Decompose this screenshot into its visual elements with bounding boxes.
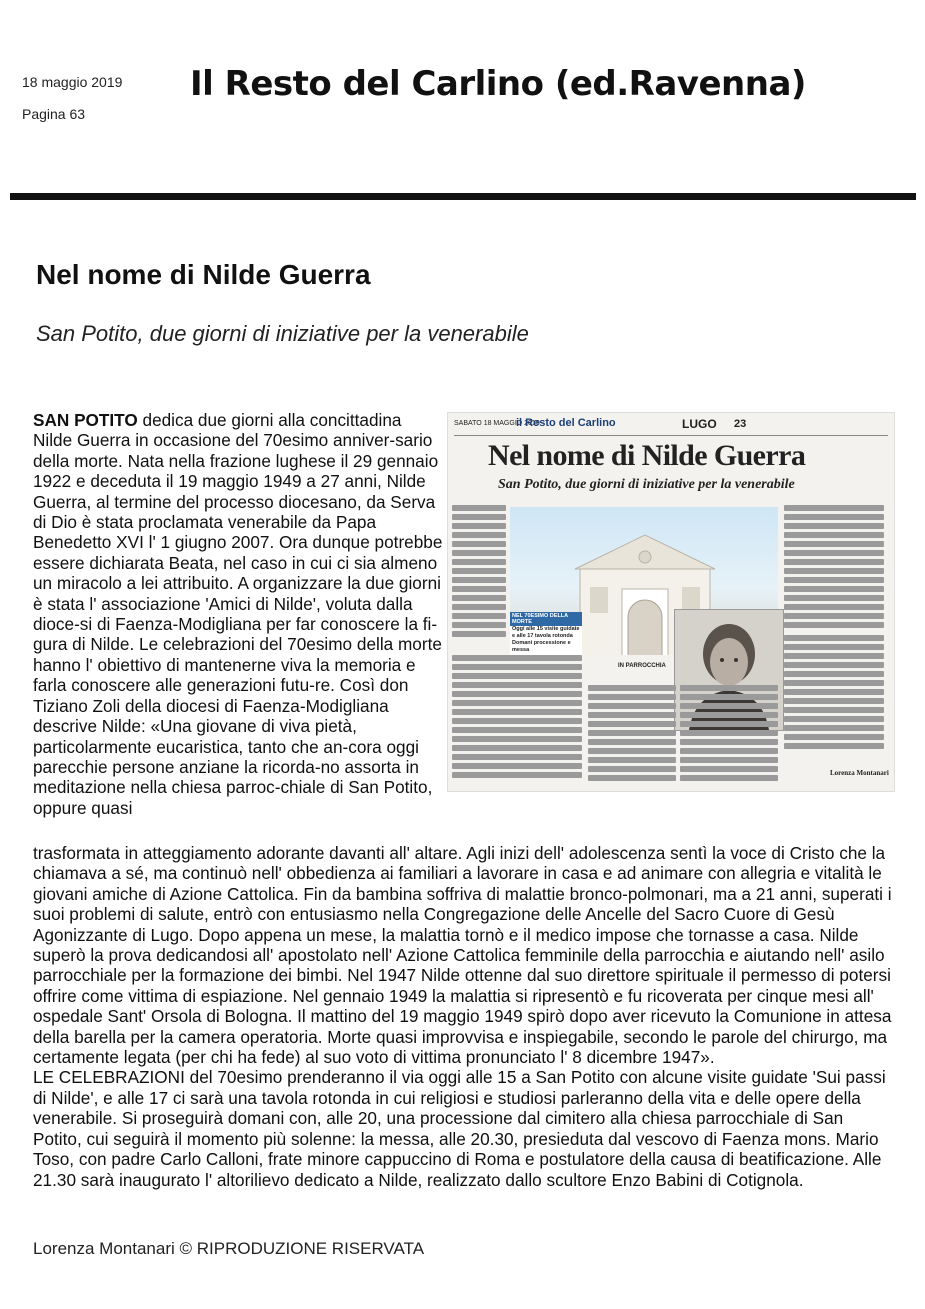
article-signature: Lorenza Montanari © RIPRODUZIONE RISERVATA [33,1239,425,1258]
clipping-header [454,417,888,436]
publication-title: Il Resto del Carlino (ed.Ravenna) [190,64,806,104]
page-number: Pagina 63 [22,106,86,122]
clipping-subtitle: San Potito, due giorni di iniziative per la venerabile [498,477,795,492]
clipping-text-block [452,505,506,640]
infobox-head: NEL 70ESIMO DELLA MORTE [510,612,582,626]
clipping-text-block [784,635,884,752]
clipping-title: Nel nome di Nilde Guerra [488,439,806,472]
infobox-line: e alle 17 tavola rotonda [512,633,573,639]
clipping-text-block [784,505,884,631]
article-body-full [33,843,895,1190]
clipping-date: SABATO 18 MAGGIO 2019 [454,420,540,427]
clipping-city: LUGO [682,417,717,431]
clipping-signature: Lorenza Montanari [830,769,889,777]
infobox-line: Oggi alle 15 visite guidate [512,626,580,632]
article-body-left [33,410,445,818]
clipping-text-block [680,685,778,784]
clipping-text-block [588,685,676,784]
photo-caption: IN PARROCCHIA [618,663,666,669]
infobox-line: Domani processione e messa [512,640,571,653]
lead-word: SAN POTITO [33,410,138,430]
clipping-text-block [452,655,582,781]
article-paragraph: LE CELEBRAZIONI del 70esimo prenderanno il via oggi alle 15 a San Potito con alcune visite guidate 'Sui passi di Nilde', e alle 17 ci sarà una tavola rotonda in cui religiosi e studiosi parleranno della vita e delle opere della venerabile. Si proseguirà domani con, alle 20, una processione dal cimitero alla chiesa parrocchiale di San Potito, cui seguirà il momento più solenne: la messa, alle 20.30, presieduta dal vescovo di Faenza mons. Mario Toso, con padre Carlo Calloni, frate minore cappuccino di Roma e postulatore della causa di beatificazione. Alle 21.30 sarà inaugurato l' altorilievo dedicato a Nilde, realizzato dallo scultore Enzo Babini di Cotignola. [33,1067,886,1190]
clipping-image [447,412,895,792]
publication-date: 18 maggio 2019 [22,74,123,90]
article-subtitle: San Potito, due giorni di iniziative per la venerabile [36,321,529,346]
clipping-page-num: 23 [734,418,747,430]
clipping-paper: il Resto del Carlino [516,417,616,429]
article-paragraph: trasformata in atteggiamento adorante davanti all' altare. Agli inizi dell' adolescenza sentì la voce di Cristo che la chiamava a sé, ma continuò nell' obbedienza ai familiari a lavorare in casa e ad animare con allegria e vitalità le giovani amiche di Azione Cattolica. Fin da bambina soffriva di malattie bronco-polmonari, ma a 21 anni, superati i suoi problemi di salute, entrò con entusiasmo nella Congregazione delle Ancelle del Sacro Cuore di Gesù Agonizzante di Lugo. Dopo appena un mese, la malattia tornò e il medico impose che tornasse a casa. Nilde superò la prova dedicandosi all' apostolato nell' Azione Cattolica femminile della parrocchia e aiutando nell' asilo parrocchiale per la formazione dei bimbi. Nel 1947 Nilde ottenne dal suo direttore spirituale il permesso di potersi offrire come vittima di espiazione. Nel gennaio 1949 la malattia si ripresentò e fu ricoverata per cinque mesi all' ospedale Sant' Orsola di Bologna. Il mattino del 19 maggio 1949 spirò dopo aver ricevuto la Comunione in attesa della barella per la camera operatoria. Morte quasi improvvisa e inspiegabile, secondo le parole del chirurgo, ma certamente legata (per chi ha fede) al suo voto di vittima pronunciato l' 8 dicembre 1947». [33,843,892,1068]
article-title: Nel nome di Nilde Guerra [36,259,371,290]
header-rule [10,193,916,200]
clipping-infobox [510,612,582,656]
article-intro-text: dedica due giorni alla concittadina Nilde Guerra in occasione del 70esimo anniver-sario della morte. Nata nella frazione lughese il 29 gennaio 1922 e deceduta il 19 maggio 1949 a 27 anni, Nilde Guerra, al termine del processo diocesano, da Serva di Dio è stata proclamata venerabile da Papa Benedetto XVI l' 1 giugno 2007. Ora dunque potrebbe essere dichiarata Beata, nel caso in cui ci sia almeno un miracolo a lei attribuito. A organizzare la due giorni è stata l' associazione 'Amici di Nilde', voluta dalla dioce-si di Faenza-Modigliana per far conoscere la fi-gura di Nilde. Le celebrazioni del 70esimo della morte hanno l' obiettivo di mantenerne viva la memoria e farla conoscere alle generazioni futu-re. Così don Tiziano Zoli della diocesi di Faenza-Modigliana descrive Nilde: «Una giovane di viva pietà, particolarmente eucaristica, tanto che an-cora oggi parecchie persone anziane la ricorda-no assorta in meditazione nella chiesa parroc-chiale di San Potito, oppure quasi [33,410,443,818]
